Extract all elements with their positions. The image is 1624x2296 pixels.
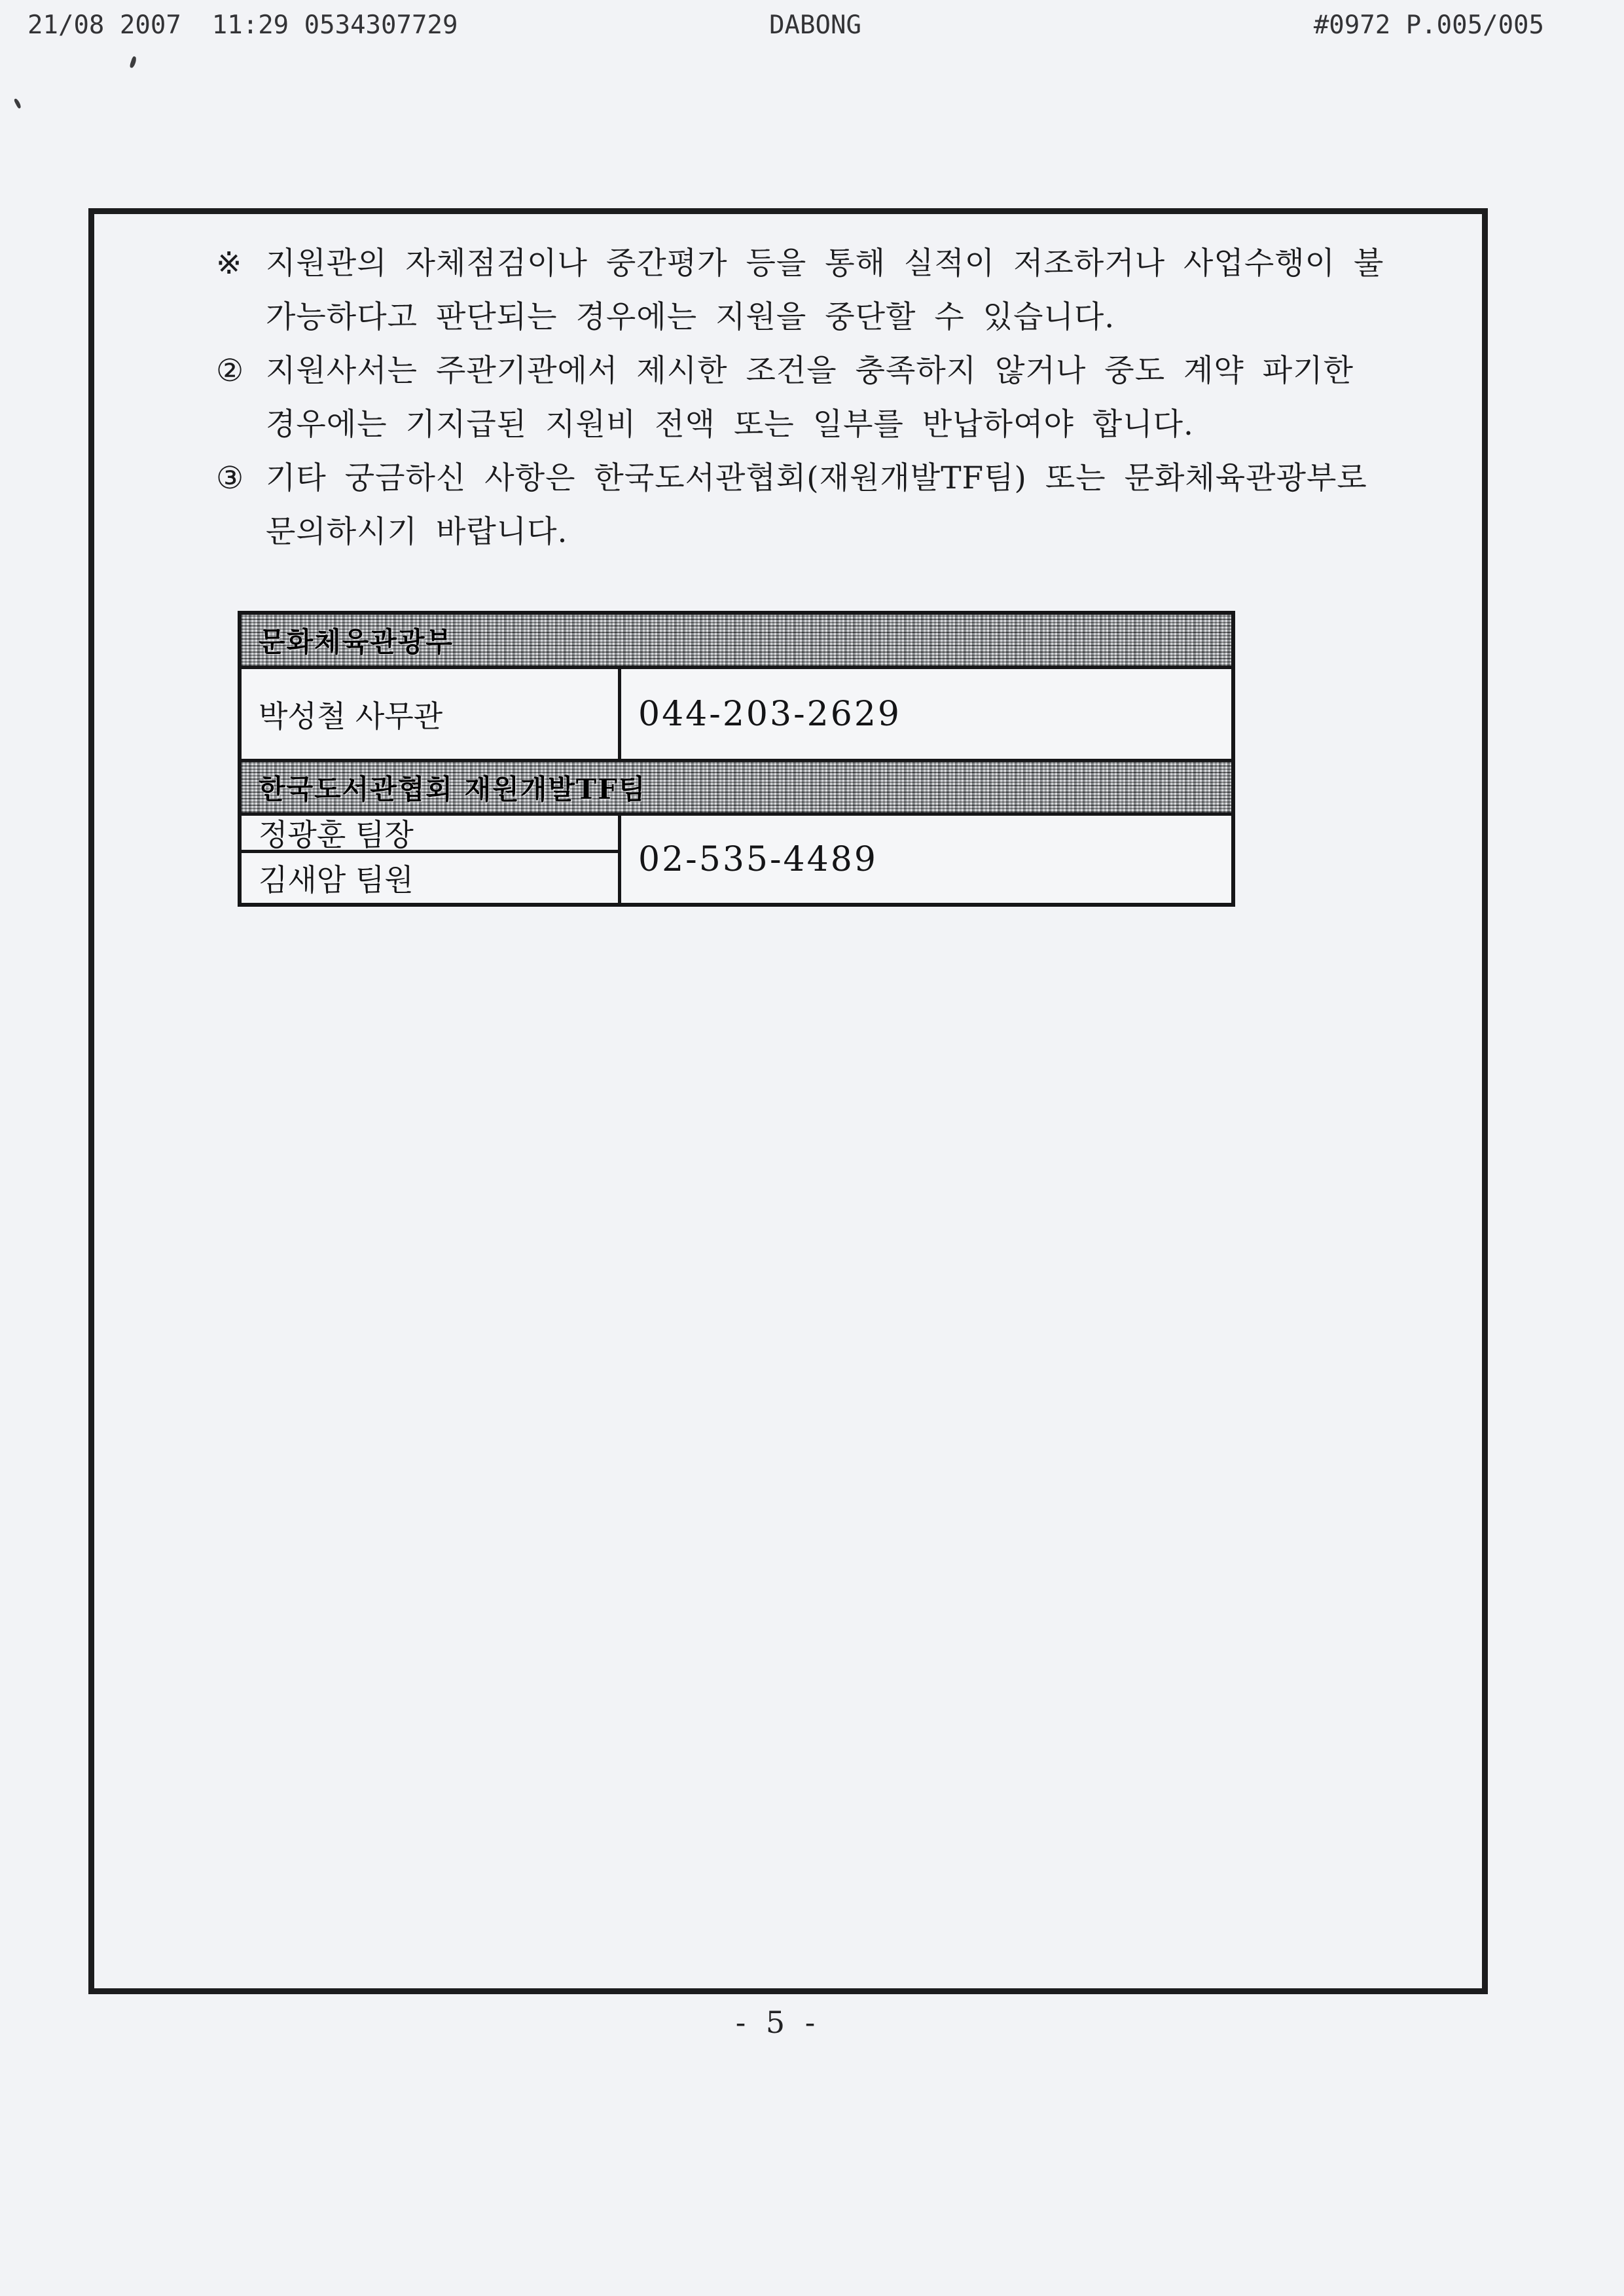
fax-header-page-counter: #0972 P.005/005 <box>1313 10 1545 40</box>
table-section-header-ministry: 문화체육관광부 <box>242 615 1231 666</box>
fax-header-station: DABONG <box>769 10 861 40</box>
note-item <box>216 237 1460 344</box>
table-cell-contact-name: 정광훈 팀장 <box>242 812 618 853</box>
note-line: 가능하다고 판단되는 경우에는 지원을 중단할 수 있습니다. <box>266 299 1115 335</box>
note-line: 문의하시기 바랍니다. <box>266 514 568 550</box>
table-cell-contact-name: 김새암 팀원 <box>259 862 414 898</box>
note-line: 경우에는 기지급된 지원비 전액 또는 일부를 반납하여야 합니다. <box>266 407 1194 443</box>
note-line: 지원사서는 주관기관에서 제시한 조건을 충족하지 않거나 중도 계약 파기한 <box>266 353 1354 389</box>
table-section-header-association: 한국도서관협회 재원개발TF팀 <box>242 759 1231 812</box>
table-cell-contact-phone-shared: 02-535-4489 <box>618 812 1231 903</box>
note-marker: ③ <box>216 460 245 496</box>
note-item <box>216 452 1460 559</box>
note-line: 기타 궁금하신 사항은 한국도서관협회(재원개발TF팀) 또는 문화체육관광부로 <box>266 460 1367 496</box>
scan-artifact <box>129 56 137 68</box>
note-line: 지원관의 자체점검이나 중간평가 등을 통해 실적이 저조하거나 사업수행이 불 <box>266 246 1384 282</box>
scan-artifact <box>14 98 22 109</box>
note-marker: ※ <box>216 246 243 282</box>
fax-header-datetime: 21/08 2007 11:29 0534307729 <box>27 10 458 40</box>
table-cell-contact-name: 박성철 사무관 <box>242 666 618 759</box>
page-number: - 5 - <box>735 2005 821 2040</box>
note-body <box>266 344 1460 452</box>
note-body <box>266 237 1460 344</box>
note-marker: ② <box>216 353 245 389</box>
notes-list <box>216 237 1460 559</box>
note-item <box>216 344 1460 452</box>
contact-table <box>238 611 1235 907</box>
fax-header <box>27 10 1544 40</box>
note-body <box>266 452 1460 559</box>
table-cell-contact-phone: 044-203-2629 <box>618 666 1231 759</box>
